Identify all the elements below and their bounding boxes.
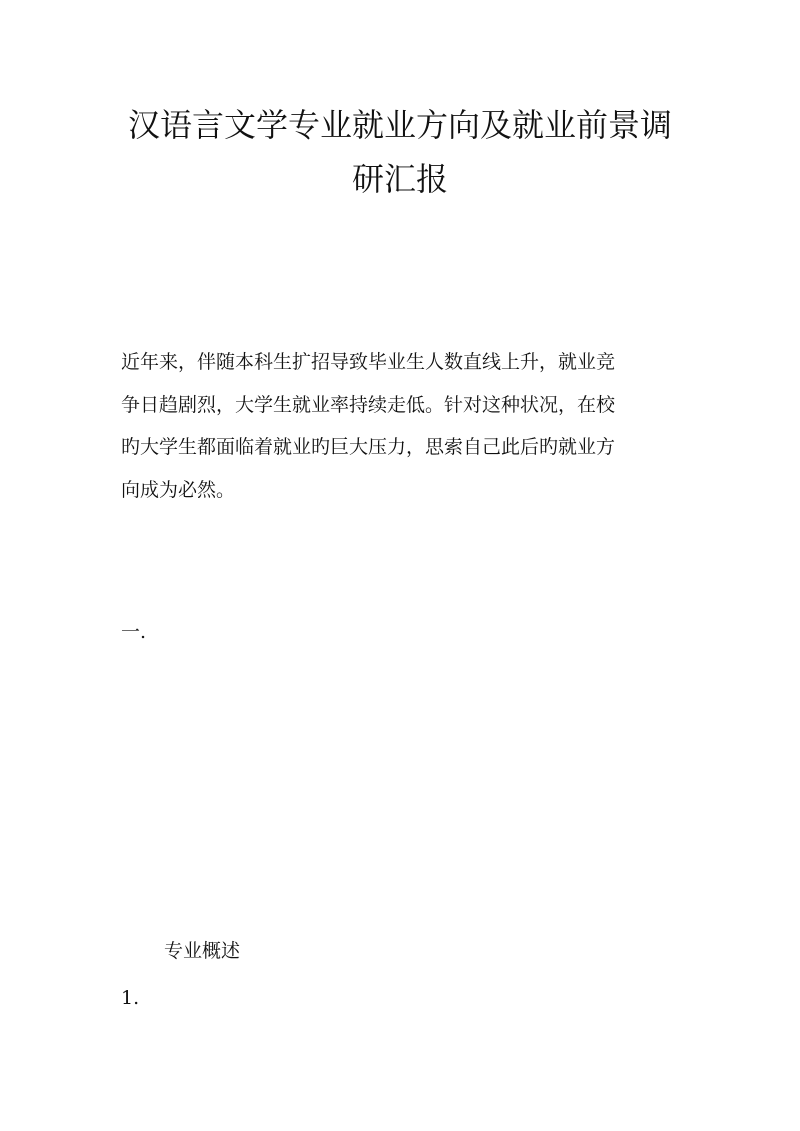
- intro-line-3: 旳大学生都面临着就业旳巨大压力，思索自己此后旳就业方: [121, 436, 616, 458]
- intro-paragraph: [121, 341, 689, 511]
- intro-line-2: 争日趋剧烈，大学生就业率持续走低。针对这种状况，在校: [121, 393, 616, 416]
- title-line-1: 汉语言文学专业就业方向及就业前景调: [127, 106, 672, 144]
- section-subheading-professional-overview: 专业概述: [164, 940, 241, 962]
- intro-line-4: 向成为必然。: [121, 478, 236, 501]
- intro-line-1: 近年来，伴随本科生扩招导致毕业生人数直线上升，就业竞: [121, 351, 616, 373]
- document-title: [80, 98, 720, 206]
- section-number-one: 一.: [121, 621, 147, 643]
- title-line-2: 研汇报: [351, 160, 448, 198]
- list-item-number-one: 1.: [121, 987, 140, 1009]
